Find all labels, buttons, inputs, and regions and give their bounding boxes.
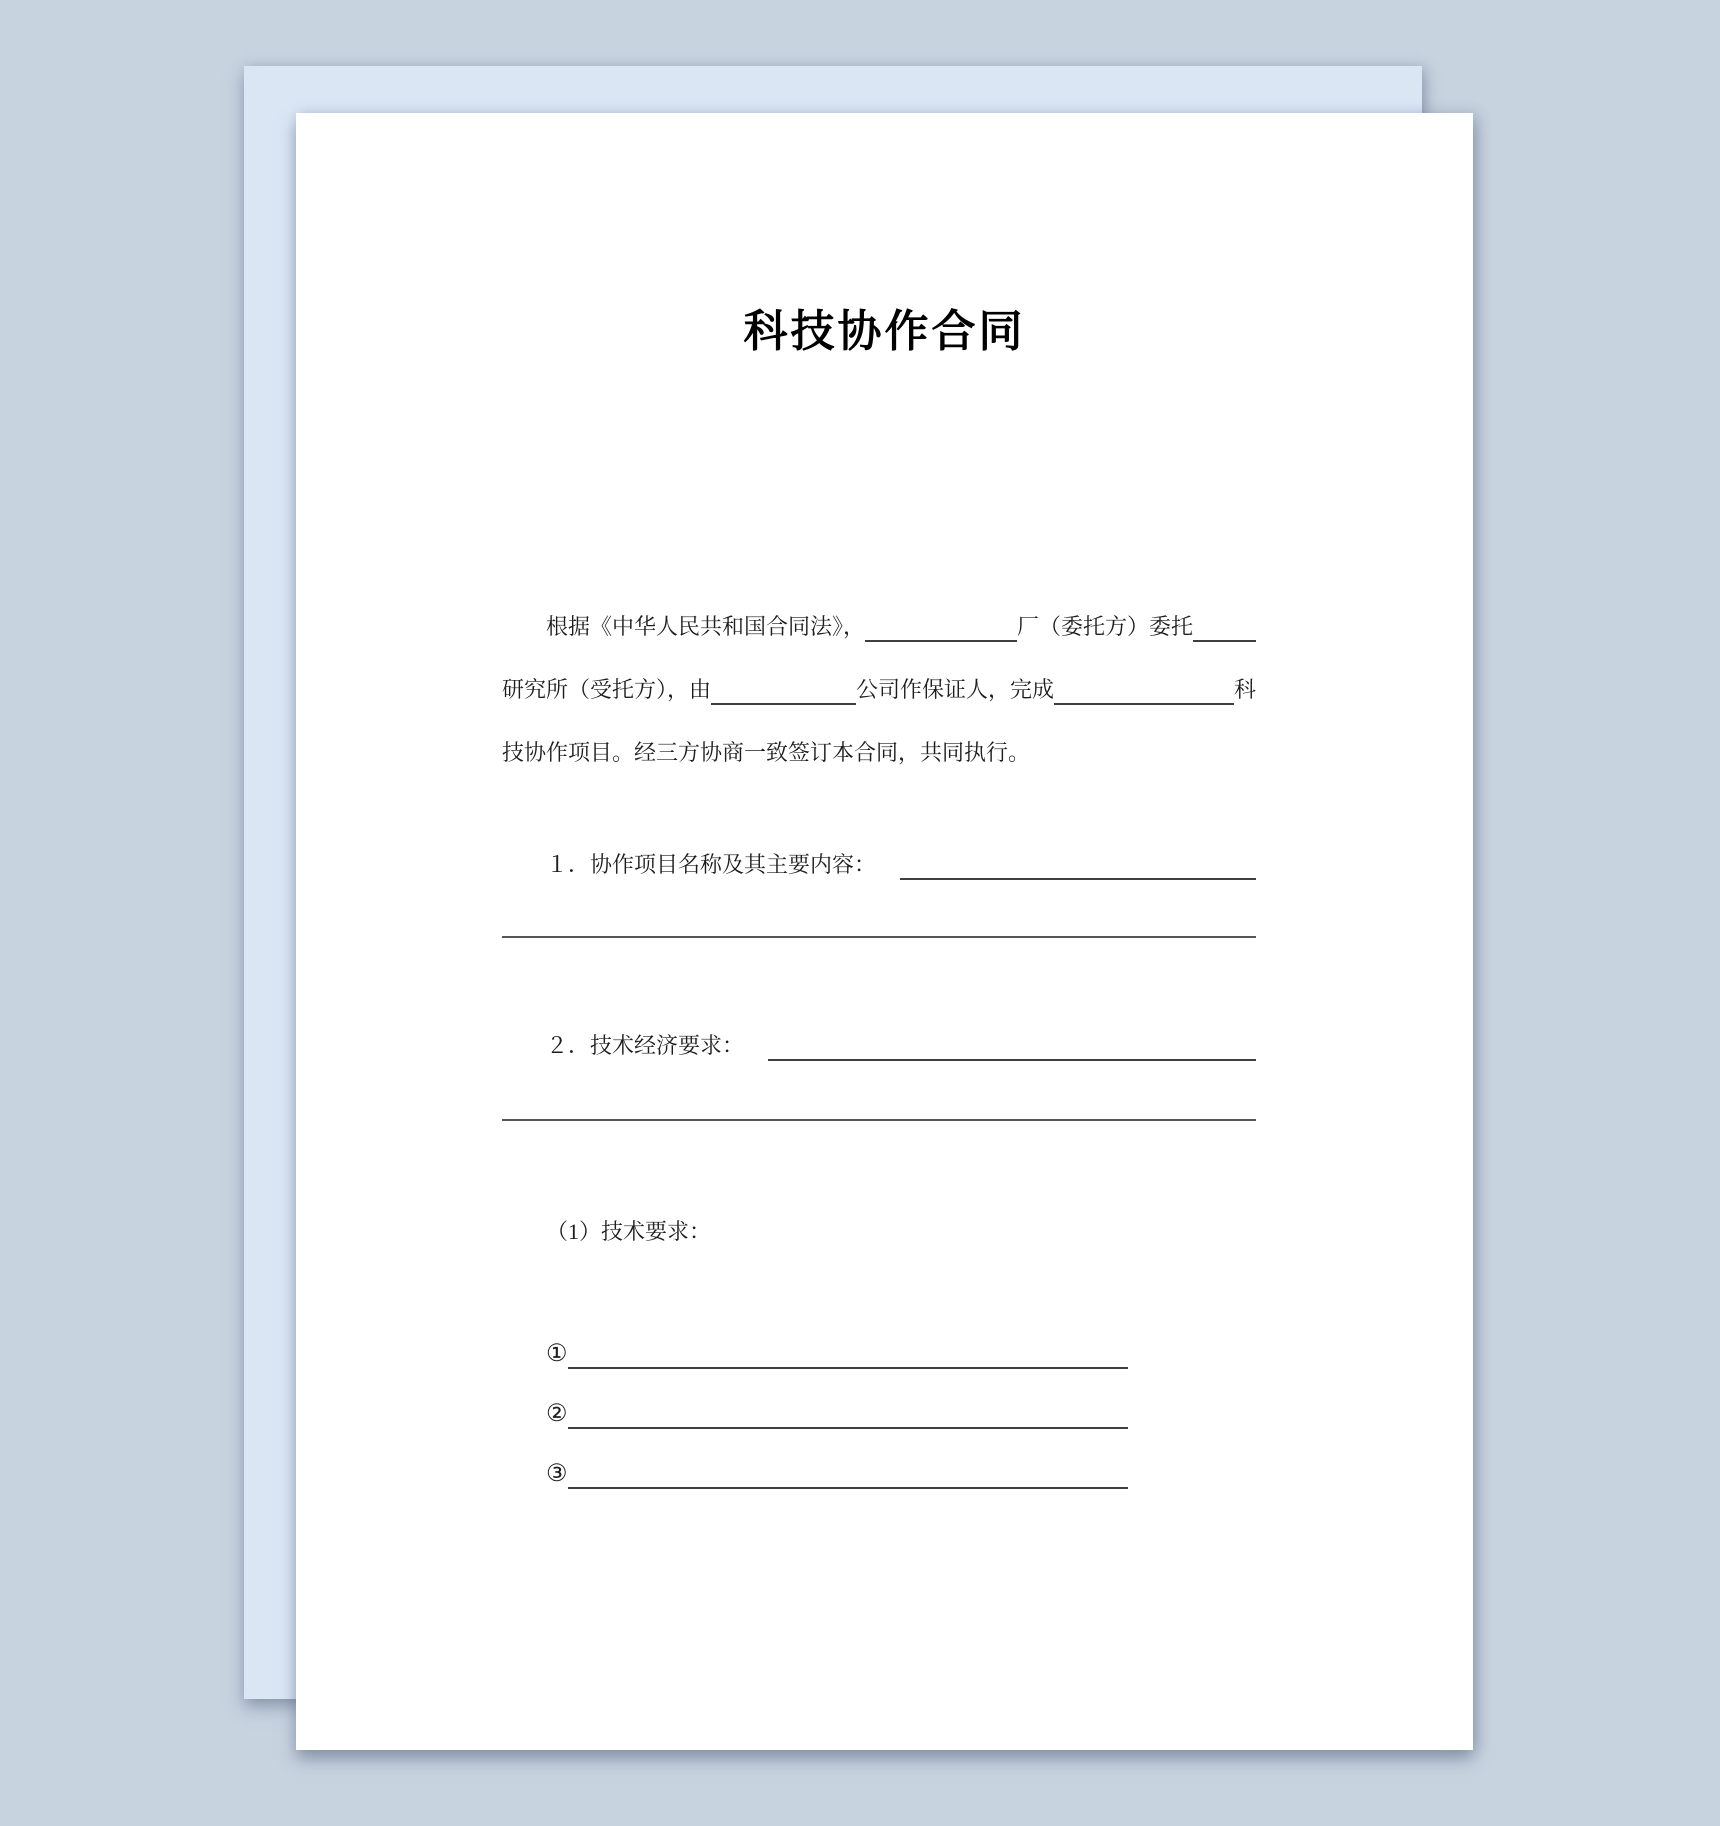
fill-blank-circled-2 <box>568 1401 1128 1429</box>
fill-blank-item-1 <box>900 852 1256 880</box>
circled-item-3-row <box>546 1459 1128 1489</box>
contract-document-page <box>296 113 1473 1750</box>
paragraph-line-3 <box>502 738 1256 768</box>
paragraph-text: 科 <box>1233 677 1256 702</box>
fill-blank-circled-1 <box>568 1341 1128 1369</box>
item-2-row <box>502 1031 1256 1061</box>
paragraph-text: 研究所（受托方），由 <box>502 677 712 702</box>
fill-blank-circled-3 <box>568 1461 1128 1489</box>
paragraph-text: 厂（委托方）委托 <box>1017 614 1194 639</box>
circled-number-1: ① <box>546 1341 568 1367</box>
fill-blank-entrusting-factory <box>865 614 1017 642</box>
circled-number-3: ③ <box>546 1461 568 1487</box>
item-2-label: ２．技术经济要求： <box>546 1033 745 1058</box>
paragraph-text: 根据《中华人民共和国合同法》， <box>546 614 866 639</box>
fill-blank-project-name <box>1054 677 1234 705</box>
item-1-continuation-line <box>502 936 1256 938</box>
paragraph-text: 技协作项目。经三方协商一致签订本合同，共同执行。 <box>502 740 1031 765</box>
paragraph-line-1 <box>502 612 1256 642</box>
circled-item-1-row <box>546 1339 1128 1369</box>
paragraph-line-2 <box>502 675 1256 705</box>
fill-blank-item-2 <box>768 1033 1256 1061</box>
section-1-heading <box>502 1217 1256 1247</box>
document-title: 科技协作合同 <box>743 307 1026 356</box>
item-1-row <box>502 850 1256 880</box>
circled-number-2: ② <box>546 1401 568 1427</box>
paragraph-text: 公司作保证人，完成 <box>856 677 1055 702</box>
item-1-label: １．协作项目名称及其主要内容： <box>546 852 877 877</box>
item-2-continuation-line <box>502 1119 1256 1121</box>
circled-item-2-row <box>546 1399 1128 1429</box>
fill-blank-institute-name <box>1193 614 1256 642</box>
section-1-label: （1）技术要求： <box>546 1219 712 1244</box>
fill-blank-guarantor-company <box>711 677 856 705</box>
